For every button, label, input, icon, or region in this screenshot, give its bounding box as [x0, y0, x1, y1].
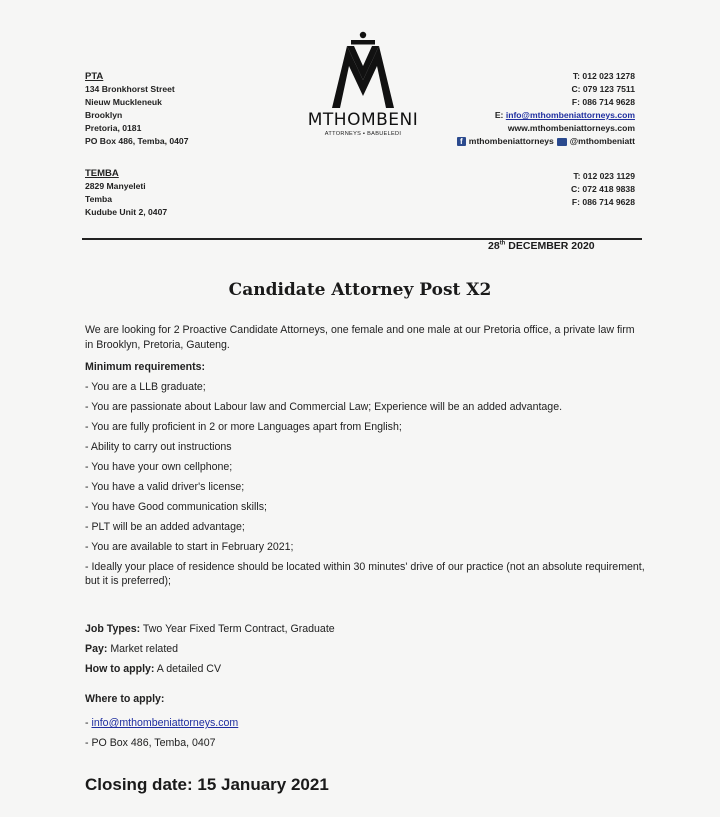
list-item: - Ability to carry out instructions: [85, 441, 232, 453]
temba-address-line: 2829 Manyeleti: [85, 181, 146, 191]
pta-address-line: PO Box 486, Temba, 0407: [85, 136, 189, 146]
logo-name: MTHOMBENI: [307, 110, 419, 130]
temba-address-line: Kudube Unit 2, 0407: [85, 207, 168, 217]
list-item: - You are available to start in February 2021;: [85, 541, 294, 553]
pta-address-line: Nieuw Muckleneuk: [85, 97, 162, 107]
mail-icon: [557, 138, 567, 146]
intro-paragraph: We are looking for 2 Proactive Candidate Attorneys, one female and one male at our Pretoria office, a private law firm in Brooklyn, Pretoria, Gauteng.: [85, 324, 635, 351]
requirements-list: [85, 377, 645, 588]
apply-label: How to apply:: [85, 663, 155, 675]
logo-subtitle: ATTORNEYS ▪ BABUELEDI: [324, 131, 402, 137]
letter-date: [488, 240, 595, 252]
where-email-prefix: -: [85, 717, 92, 729]
date-day: 28: [488, 240, 500, 252]
list-item: - You are passionate about Labour law and Commercial Law; Experience will be an added advantage.: [85, 401, 563, 413]
pta-address-line: Pretoria, 0181: [85, 123, 142, 133]
pay-value: Market related: [107, 643, 179, 655]
pta-email-row: [457, 109, 635, 122]
list-item: - You have your own cellphone;: [85, 461, 233, 473]
pta-cell: C: 079 123 7511: [571, 84, 635, 94]
job-details: [85, 619, 645, 679]
closing-date: Closing date: 15 January 2021: [85, 775, 329, 794]
date-suffix: th: [499, 240, 506, 247]
firm-logo: [303, 30, 423, 137]
website-link[interactable]: www.mthombeniattorneys.com: [507, 123, 635, 133]
pta-contact-block: [457, 70, 635, 148]
list-item: - Ideally your place of residence should be located within 30 minutes' drive of our practice (not an absolute requirement, but it is preferred);: [85, 561, 645, 587]
job-types-row: [85, 619, 645, 639]
pta-address-block: [85, 70, 189, 148]
temba-address-block: [85, 167, 167, 219]
list-item: - You have a valid driver's license;: [85, 481, 245, 493]
job-types-value: Two Year Fixed Term Contract, Graduate: [140, 623, 335, 635]
temba-address-line: Temba: [85, 194, 113, 204]
page-title: Candidate Attorney Post X2: [228, 280, 492, 300]
date-rest: DECEMBER 2020: [505, 240, 595, 252]
apply-email-link[interactable]: info@mthombeniattorneys.com: [91, 717, 239, 729]
apply-row: [85, 659, 645, 679]
facebook-handle[interactable]: mthombeniattorneys: [468, 136, 554, 146]
apply-value: A detailed CV: [154, 663, 222, 675]
temba-tel: T: 012 023 1129: [573, 171, 635, 181]
pta-address-line: 134 Bronkhorst Street: [85, 84, 175, 94]
pta-tel: T: 012 023 1278: [572, 71, 635, 81]
where-heading: Where to apply:: [85, 693, 165, 705]
letterhead-email-link[interactable]: info@mthombeniattorneys.com: [505, 110, 635, 120]
list-item: - PLT will be an added advantage;: [85, 521, 245, 533]
email-prefix: E:: [494, 110, 506, 120]
pta-heading: PTA: [85, 71, 104, 82]
requirements-heading: Minimum requirements:: [85, 361, 206, 373]
list-item: - You have Good communication skills;: [85, 501, 267, 513]
job-types-label: Job Types:: [85, 623, 141, 635]
mail-handle[interactable]: @mthombeniatt: [569, 136, 635, 146]
list-item: - You are fully proficient in 2 or more Languages apart from English;: [85, 421, 402, 433]
temba-contact-block: [571, 170, 635, 209]
temba-fax: F: 086 714 9628: [571, 197, 635, 207]
where-postal: - PO Box 486, Temba, 0407: [85, 737, 216, 749]
where-list: [85, 713, 645, 753]
pay-row: [85, 639, 645, 659]
pay-label: Pay:: [85, 643, 108, 655]
pta-address-line: Brooklyn: [85, 110, 123, 120]
logo-mark-icon: [328, 30, 398, 108]
pta-fax: F: 086 714 9628: [571, 97, 635, 107]
where-email-row: [85, 713, 645, 733]
facebook-icon: f: [457, 137, 466, 146]
temba-cell: C: 072 418 9838: [570, 184, 635, 194]
temba-heading: TEMBA: [85, 168, 119, 179]
social-row: [457, 135, 635, 148]
list-item: - You are a LLB graduate;: [85, 381, 206, 393]
